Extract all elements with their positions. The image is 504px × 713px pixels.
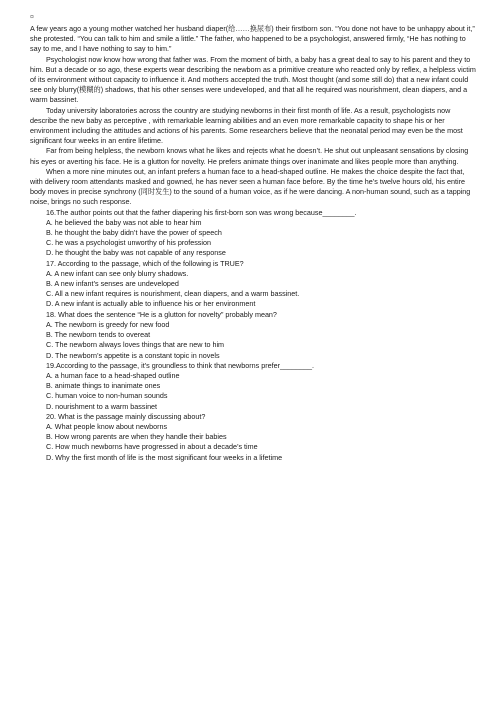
question-stem: 16.The author points out that the father diapering his first-born son was wrong because________.: [46, 207, 357, 217]
question-stem: 17. According to the passage, which of the following is TRUE?: [46, 258, 244, 268]
answer-option: C. human voice to non-human sounds: [46, 391, 168, 401]
answer-option: A. The newborn is greedy for new food: [46, 319, 170, 329]
answer-option: B. How wrong parents are when they handle their babies: [46, 432, 227, 442]
answer-option: A. A new infant can see only blurry shadows.: [46, 268, 189, 278]
answer-option: A. he believed the baby was not able to hear him: [46, 217, 202, 227]
answer-option: C. All a new infant requires is nourishment, clean diapers, and a warm bassinet.: [46, 289, 300, 299]
answer-option: A. a human face to a head-shaped outline: [46, 370, 180, 380]
page-marker: ¤: [30, 14, 34, 21]
passage-paragraph: When a more nine minutes out, an infant prefers a human face to a head-shaped outline. He makes the choice despite the fact that, with delivery room attendants masked and gowned, he has never seen a human face before. By the time he’s twelve hours old, his entire body moves in precise synchrony (同时发生) to the sound of a human voice, as if he were dancing. A non-human sound, such as a tapping noise, brings no such response.: [30, 166, 471, 207]
passage-paragraph: Far from being helpless, the newborn knows what he likes and rejects what he doesn’t. He shut out unpleasant sensations by closing his eyes or averting his face. He is a glutton for novelty. He prefers animate things over inanimate and likes people more than anything.: [30, 146, 469, 166]
passage-paragraph: A few years ago a young mother watched her husband diaper(给……换尿布) their firstborn son. “You done not have to be unhappy about it,” she protested. “You can talk to him and smile a little.” The father, who happened to be a psychologist, answered firmly, “He has nothing to say to me, and I have nothing to say to him.”: [30, 24, 475, 54]
document-body: [30, 24, 478, 463]
answer-option: D. The newborn’s appetite is a constant topic in novels: [46, 350, 220, 360]
question-stem: 19.According to the passage, it’s groundless to think that newborns prefer________.: [46, 360, 314, 370]
answer-option: C. How much newborns have progressed in about a decade’s time: [46, 442, 258, 452]
answer-option: C. The newborn always loves things that are new to him: [46, 340, 225, 350]
passage-paragraph: Psychologist now know how wrong that father was. From the moment of birth, a baby has a great deal to say to his parent and they to him. But a decade or so ago, these experts wear describing the newborn as a primitive creature who reacted only by reflex, a helpless victim of its environment without capacity to influence it. And mothers accepted the truth. Most thought (and some still do) that a new infant could see only blurry(模糊的) shadows, that his other senses were undeveloped, and that all he required was nourishment, clean diapers, and a warm bassinet.: [30, 54, 476, 105]
answer-option: B. The newborn tends to overeat: [46, 330, 151, 340]
answer-option: B. animate things to inanimate ones: [46, 381, 161, 391]
answer-option: D. A new infant is actually able to influence his or her environment: [46, 299, 256, 309]
answer-option: B. he thought the baby didn’t have the power of speech: [46, 228, 222, 238]
answer-option: A. What people know about newborns: [46, 421, 168, 431]
answer-option: C. he was a psychologist unworthy of his profession: [46, 238, 211, 248]
question-stem: 18. What does the sentence “He is a glutton for novelty” probably mean?: [46, 309, 277, 319]
answer-option: D. Why the first month of life is the most significant four weeks in a lifetime: [46, 452, 283, 462]
passage-paragraph: Today university laboratories across the country are studying newborns in their first month of life. As a result, psychologists now describe the new baby as perceptive , with remarkable learning abilities and an even more remarkable capacity to shape his or her environment including the attitudes and actions of his parents. Some researchers believe that the neonatal period may even be the most significant four weeks in an entire lifetime.: [30, 105, 463, 146]
answer-option: D. he thought the baby was not capable of any response: [46, 248, 226, 258]
question-stem: 20. What is the passage mainly discussing about?: [46, 411, 206, 421]
answer-option: B. A new infant’s senses are undeveloped: [46, 279, 179, 289]
answer-option: D. nourishment to a warm bassinet: [46, 401, 158, 411]
